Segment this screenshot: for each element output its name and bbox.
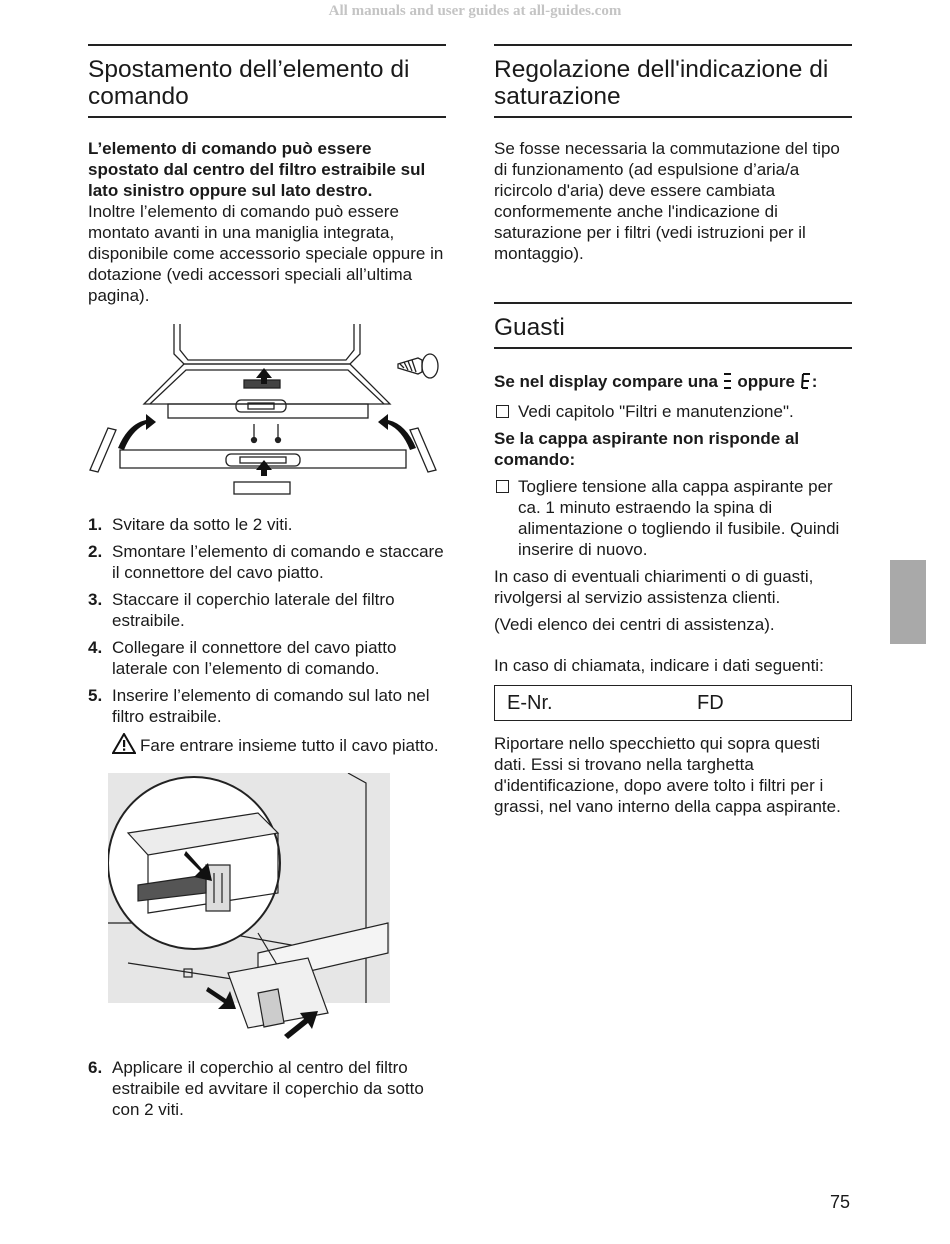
- intro-text: Inoltre l’elemento di comando può essere montato avanti in una maniglia integrata, disponibile come accessorio speciale oppure in dotazione (vedi accessori speciali all’ultima pagina).: [88, 202, 444, 305]
- warning-triangle-icon: [112, 733, 136, 759]
- illustration-cable-insertion: [108, 773, 446, 1045]
- list-item: Togliere tensione alla cappa aspirante per ca. 1 minuto estraendo la spina di alimentazione o togliendo il fusibile. Quindi inserire di nuovo.: [494, 476, 852, 560]
- fd-label: FD: [697, 692, 724, 714]
- list-item: Vedi capitolo "Filtri e manutenzione".: [494, 401, 852, 422]
- saturation-text: Se fosse necessaria la commutazione del tipo di funzionamento (ad espulsione d’aria/a ricircolo d'aria) deve essere cambiata conformemente anche l'indicazione di saturazione per i filtri (vedi istruzioni per il montaggio).: [494, 139, 840, 263]
- list-item: 4. Collegare il connettore del cavo piatto laterale con l’elemento di comando.: [88, 638, 397, 678]
- list-item: 1. Svitare da sotto le 2 viti.: [88, 515, 293, 534]
- call-data-text: In caso di chiamata, indicare i dati seguenti:: [494, 656, 824, 675]
- page-number: 75: [830, 1192, 851, 1212]
- checkbox-square-icon: [496, 480, 509, 493]
- warning-note: Fare entrare insieme tutto il cavo piatto.: [88, 733, 446, 759]
- list-item: 3. Staccare il coperchio laterale del filtro estraibile.: [88, 590, 395, 630]
- section-title-saturation: Regolazione dell'indicazione di saturazione: [494, 44, 852, 118]
- enr-label: E-Nr.: [507, 692, 553, 714]
- list-item: 6. Applicare il coperchio al centro del filtro estraibile ed avvitare il coperchio da sotto con 2 viti.: [88, 1058, 424, 1119]
- left-column: [88, 44, 446, 1126]
- display-condition: Se nel display compare una oppure :: [494, 371, 852, 395]
- right-column: [494, 44, 852, 817]
- section-title-faults: Guasti: [494, 302, 852, 349]
- list-item: 5. Inserire l’elemento di comando sul lato nel filtro estraibile.: [88, 686, 430, 726]
- checkbox-square-icon: [496, 405, 509, 418]
- section-tab-marker: [890, 560, 926, 644]
- enr-fd-box: [494, 685, 852, 721]
- display-segment-f-icon: [800, 372, 812, 395]
- intro-bold: L’elemento di comando può essere spostato dal centro del filtro estraibile sul lato sinistro oppure sul lato destro.: [88, 139, 426, 200]
- no-response-condition: Se la cappa aspirante non risponde al comando:: [494, 429, 800, 469]
- list-item: 2. Smontare l’elemento di comando e staccare il connettore del cavo piatto.: [88, 542, 444, 582]
- service-centers-text: (Vedi elenco dei centri di assistenza).: [494, 615, 775, 634]
- watermark: All manuals and user guides at all-guides.com: [328, 3, 622, 19]
- section-title-control-element: Spostamento dell’elemento di comando: [88, 44, 446, 118]
- service-text: In caso di eventuali chiarimenti o di guasti, rivolgersi al servizio assistenza clienti.: [494, 567, 814, 607]
- display-segment-e-icon: [723, 372, 733, 395]
- illustration-control-element: [88, 320, 446, 506]
- steps-list-continued: [88, 1057, 446, 1120]
- rating-plate-text: Riportare nello specchietto qui sopra questi dati. Essi si trovano nella targhetta d'identificazione, dopo avere tolto i filtri per i grassi, nel vano interno della cappa aspirante.: [494, 734, 841, 816]
- steps-list: [88, 514, 446, 727]
